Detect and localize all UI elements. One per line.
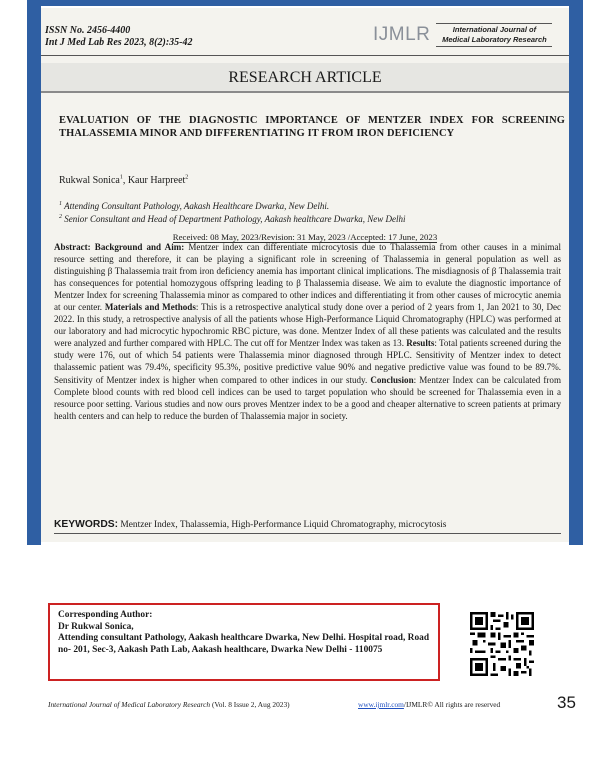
affiliation-1 — [59, 201, 329, 211]
affiliation-text: Attending Consultant Pathology, Aakash Healthcare Dwarka, New Delhi. — [62, 201, 330, 211]
article-title: EVALUATION OF THE DIAGNOSTIC IMPORTANCE OF MENTZER INDEX FOR SCREENING THALASSEMIA MINOR AND DIFFERENTIATING IT FROM IRON DEFICIENCY — [59, 115, 565, 139]
issn: ISSN No. 2456-4400 — [45, 25, 131, 36]
author-list — [59, 175, 188, 186]
left-accent-bar — [27, 0, 41, 545]
top-accent-bar — [27, 0, 583, 6]
footer-url-link[interactable]: www.ijmlr.com — [358, 700, 404, 709]
affiliation-2 — [59, 214, 405, 224]
page-number: 35 — [557, 693, 576, 712]
footer-rights-text: /IJMLR© All rights are reserved — [403, 700, 501, 709]
journal-info — [45, 25, 193, 49]
abstract-label: Abstract: Background and Aim: — [54, 242, 185, 252]
citation: Int J Med Lab Res 2023, 8(2):35-42 — [45, 37, 193, 48]
qr-code-icon — [466, 612, 538, 676]
author-name: Kaur Harpreet — [127, 175, 186, 186]
author-separator: , — [122, 175, 128, 186]
article-type-band: RESEARCH ARTICLE — [41, 63, 569, 93]
header-divider — [41, 55, 569, 56]
abstract-background: Mentzer index can differentiate microcytosis due to Thalassemia from other causes in a minimal resource setting and therefore, it can be playing a significant role in screening of Thalassemia in general population as well as distinguishing β Thalassemia trait from iron deficiency anemia has important clinical implications. The misdiagnosis of β Thalassemia trait has consequences for potential homozygous offspring leading to β Thalassemia disease. We aim to evalute the diagnostic importance of Mentzer Index for screening Thalassemia minor as compared to other indices and differentiating it from other causes of microcytic anemia at our center. — [54, 242, 561, 313]
corresponding-heading: Corresponding Author: — [58, 610, 153, 620]
logo-line-1: International Journal of — [452, 25, 537, 34]
logo-line-2: Medical Laboratory Research — [442, 35, 547, 44]
author-name: Rukwal Sonica — [59, 175, 120, 186]
right-accent-bar — [569, 0, 583, 545]
affiliation-sup: 2 — [59, 214, 62, 220]
footer-rights — [358, 700, 500, 709]
corresponding-name: Dr Rukwal Sonica, — [58, 621, 134, 632]
logo-text — [436, 23, 552, 47]
corresponding-author-box — [48, 603, 440, 681]
author-sup: 1 — [119, 174, 123, 181]
affiliation-sup: 1 — [59, 201, 62, 207]
author-sup: 2 — [185, 174, 189, 181]
logo-abbrev: IJMLR — [373, 24, 431, 45]
abstract-results: : Total patients screened during the study were 176, out of which 54 patients were Thalassemia minor diagnosed through HPLC. Sensitivity of Mentzer index to detect thalassemic patient was 79.4%, specificity 95.3%, positive predictive value 90% and negative predictive value was found to be 89.7%. Sensitivity of Mentzer index is higher when compared to other indices in our study. — [54, 338, 561, 385]
keywords-text: Mentzer Index, Thalassemia, High-Performance Liquid Chromatography, microcytosis — [118, 520, 447, 530]
affiliation-text: Senior Consultant and Head of Department Pathology, Aakash healthcare Dwarka, New Delhi — [62, 214, 406, 224]
keywords-label: KEYWORDS: — [54, 519, 119, 530]
keywords — [54, 519, 561, 534]
corresponding-address: Attending consultant Pathology, Aakash healthcare Dwarka, New Delhi. Hospital road, Road no- 201, Sec-3, Aakash Path Lab, Aakash healthcare, Dwarka New Delhi - 110075 — [58, 633, 430, 655]
results-label: Results — [406, 338, 435, 349]
conclusion-label: Conclusion — [370, 374, 414, 385]
abstract-conclusion: : Mentzer Index can be calculated from Complete blood counts with red blood cell indices can be used to target population who should be screened for Thalassemia even in a resource poor setting. Various studies and now ours proves Mentzer index to be a good and cheaper alternative to screen patients at primary health centers and can help to reduce the burden of Thalassemia major in society. — [54, 374, 561, 421]
methods-label: Materials and Methods — [104, 302, 196, 313]
abstract-methods: : This is a retrospective analytical study done over a period of 2 years from 1, Jan 2021 to 30, Dec 2022. In this study, a retrospective analysis of all the patients whose High-Performance Liquid Chromatography (HPLC) was performed at our laboratory and had microcytic hypochromic RBC picture, was done. Mentzer Index of all these patients was calculated and the results were analyzed and further compared with HPLC. The cut off for Mentzer Index was taken as 13. — [54, 302, 562, 349]
journal-logo — [373, 20, 561, 50]
footer-journal-name: International Journal of Medical Laboratory Research — [48, 700, 211, 709]
footer-journal — [48, 700, 290, 709]
dates-text: Received: 08 May, 2023/Revision: 31 May, 2023 /Accepted: 17 June, 2023 — [172, 232, 438, 242]
article-front-panel — [41, 8, 569, 542]
footer-issue: (Vol. 8 Issue 2, Aug 2023) — [210, 700, 290, 709]
abstract — [54, 241, 561, 422]
